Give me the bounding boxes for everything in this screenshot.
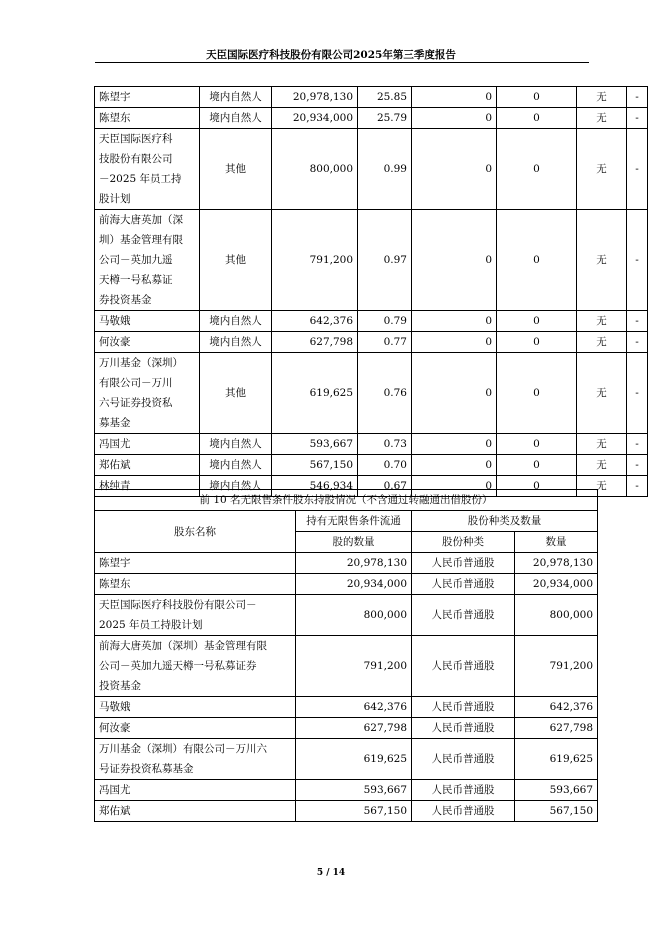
table-row xyxy=(95,87,648,108)
unrestricted-qty-cell: 791,200 xyxy=(296,636,412,697)
share-count-cell: 619,625 xyxy=(515,739,598,780)
restricted-shares-cell: 0 xyxy=(412,476,497,497)
shareholder-name-line: 郑佑斌 xyxy=(99,459,131,471)
top-ten-shareholders-table xyxy=(94,86,648,497)
unrestricted-qty-cell: 567,150 xyxy=(296,801,412,822)
shareholder-name-line: 天臣国际医疗科 xyxy=(99,133,173,145)
pledge-status-cell: 无 xyxy=(577,129,627,210)
pledge-quantity-cell: - xyxy=(627,108,648,129)
pledge-status-cell: 无 xyxy=(577,311,627,332)
shareholder-name-line: 陈望东 xyxy=(99,112,131,124)
shareholder-name-cell xyxy=(95,434,200,455)
share-type-cell: 人民币普通股 xyxy=(412,697,515,718)
shareholder-name-cell xyxy=(95,801,296,822)
shareholder-name-line: 何汝豪 xyxy=(99,722,131,734)
shareholder-nature-cell: 其他 xyxy=(200,353,272,434)
shares-held-cell: 791,200 xyxy=(272,210,358,311)
shareholder-name-cell xyxy=(95,311,200,332)
share-count-cell: 20,934,000 xyxy=(515,574,598,595)
pledge-status-cell: 无 xyxy=(577,455,627,476)
share-type-cell: 人民币普通股 xyxy=(412,801,515,822)
header-divider xyxy=(95,62,589,63)
holding-ratio-cell: 0.79 xyxy=(358,311,412,332)
pledge-quantity-cell: - xyxy=(627,129,648,210)
share-count-cell: 800,000 xyxy=(515,595,598,636)
shareholder-name-line: 股计划 xyxy=(99,193,131,205)
header-share-count: 数量 xyxy=(515,532,598,553)
pledge-quantity-cell: - xyxy=(627,210,648,311)
unrestricted-shareholders-table xyxy=(94,489,598,822)
pledge-quantity-cell: - xyxy=(627,87,648,108)
shareholder-name-line: 万川基金（深圳） xyxy=(99,357,183,369)
lent-shares-cell: 0 xyxy=(497,210,577,311)
shares-held-cell: 567,150 xyxy=(272,455,358,476)
holding-ratio-cell: 0.73 xyxy=(358,434,412,455)
table-row xyxy=(95,801,598,822)
lent-shares-cell: 0 xyxy=(497,455,577,476)
pledge-status-cell: 无 xyxy=(577,210,627,311)
shareholder-name-line: 陈望宇 xyxy=(99,91,131,103)
shareholder-name-line: 有限公司－万川 xyxy=(99,377,173,389)
restricted-shares-cell: 0 xyxy=(412,332,497,353)
restricted-shares-cell: 0 xyxy=(412,434,497,455)
section-title: 前 10 名无限售条件股东持股情况（不含通过转融通出借股份） xyxy=(95,490,598,511)
table-row xyxy=(95,108,648,129)
shareholder-nature-cell: 其他 xyxy=(200,129,272,210)
shareholder-nature-cell: 境内自然人 xyxy=(200,87,272,108)
table-row xyxy=(95,697,598,718)
pledge-quantity-cell: - xyxy=(627,332,648,353)
section-title-row xyxy=(95,490,598,511)
shareholder-nature-cell: 境内自然人 xyxy=(200,311,272,332)
unrestricted-qty-cell: 800,000 xyxy=(296,595,412,636)
pledge-quantity-cell: - xyxy=(627,476,648,497)
lent-shares-cell: 0 xyxy=(497,353,577,434)
pledge-status-cell: 无 xyxy=(577,108,627,129)
shareholder-name-line: 募基金 xyxy=(99,417,131,429)
share-type-cell: 人民币普通股 xyxy=(412,574,515,595)
share-count-cell: 642,376 xyxy=(515,697,598,718)
share-type-cell: 人民币普通股 xyxy=(412,780,515,801)
shareholder-name-line: 陈望宇 xyxy=(99,557,131,569)
pledge-status-cell: 无 xyxy=(577,434,627,455)
table-row xyxy=(95,311,648,332)
pledge-quantity-cell: - xyxy=(627,455,648,476)
table-row xyxy=(95,353,648,434)
shareholder-name-cell xyxy=(95,780,296,801)
unrestricted-qty-cell: 20,934,000 xyxy=(296,574,412,595)
shareholder-name-line: 号证券投资私募基金 xyxy=(99,763,194,775)
shareholder-name-line: 圳）基金管理有限 xyxy=(99,234,183,246)
shareholder-nature-cell: 境内自然人 xyxy=(200,455,272,476)
shares-held-cell: 20,978,130 xyxy=(272,87,358,108)
table-header-row xyxy=(95,511,598,532)
shareholder-name-line: 冯国尤 xyxy=(99,438,131,450)
table-row xyxy=(95,434,648,455)
shareholder-name-cell xyxy=(95,87,200,108)
shareholder-name-line: 技股份有限公司 xyxy=(99,153,173,165)
shareholder-name-line: 前海大唐英加（深圳）基金管理有限 xyxy=(99,640,267,652)
shareholder-name-cell xyxy=(95,697,296,718)
holding-ratio-cell: 0.97 xyxy=(358,210,412,311)
shareholder-name-cell xyxy=(95,108,200,129)
header-unrestricted-qty-line1: 持有无限售条件流通 xyxy=(296,511,412,532)
shareholder-name-line: 陈望东 xyxy=(99,578,131,590)
header-share-type-group: 股份种类及数量 xyxy=(412,511,598,532)
shares-held-cell: 619,625 xyxy=(272,353,358,434)
shareholder-name-line: 券投资基金 xyxy=(99,294,152,306)
pledge-quantity-cell: - xyxy=(627,353,648,434)
table-row xyxy=(95,636,598,697)
restricted-shares-cell: 0 xyxy=(412,353,497,434)
restricted-shares-cell: 0 xyxy=(412,311,497,332)
unrestricted-qty-cell: 627,798 xyxy=(296,718,412,739)
shareholder-name-line: 公司－英加九遥天樽一号私募证券 xyxy=(99,660,257,672)
shareholder-name-line: 投资基金 xyxy=(99,680,141,692)
lent-shares-cell: 0 xyxy=(497,476,577,497)
shareholder-name-cell xyxy=(95,455,200,476)
table-row xyxy=(95,210,648,311)
shares-held-cell: 627,798 xyxy=(272,332,358,353)
shareholder-name-line: 郑佑斌 xyxy=(99,805,131,817)
share-count-cell: 593,667 xyxy=(515,780,598,801)
table-row xyxy=(95,455,648,476)
pledge-quantity-cell: - xyxy=(627,434,648,455)
holding-ratio-cell: 0.99 xyxy=(358,129,412,210)
share-count-cell: 20,978,130 xyxy=(515,553,598,574)
shareholder-name-cell xyxy=(95,210,200,311)
table-row xyxy=(95,553,598,574)
shareholder-name-cell xyxy=(95,595,296,636)
holding-ratio-cell: 0.76 xyxy=(358,353,412,434)
shareholder-nature-cell: 境内自然人 xyxy=(200,108,272,129)
shares-held-cell: 593,667 xyxy=(272,434,358,455)
restricted-shares-cell: 0 xyxy=(412,108,497,129)
shareholder-name-cell xyxy=(95,574,296,595)
shareholder-name-line: 万川基金（深圳）有限公司－万川六 xyxy=(99,743,267,755)
header-shareholder-name: 股东名称 xyxy=(95,511,296,553)
lent-shares-cell: 0 xyxy=(497,434,577,455)
shareholder-name-line: 天臣国际医疗科技股份有限公司－ xyxy=(99,599,257,611)
share-type-cell: 人民币普通股 xyxy=(412,595,515,636)
restricted-shares-cell: 0 xyxy=(412,455,497,476)
pledge-quantity-cell: - xyxy=(627,311,648,332)
share-count-cell: 567,150 xyxy=(515,801,598,822)
shareholder-name-line: 2025 年员工持股计划 xyxy=(99,619,203,631)
shareholder-nature-cell: 境内自然人 xyxy=(200,434,272,455)
shareholder-name-cell xyxy=(95,636,296,697)
holding-ratio-cell: 25.85 xyxy=(358,87,412,108)
holding-ratio-cell: 0.67 xyxy=(358,476,412,497)
lent-shares-cell: 0 xyxy=(497,311,577,332)
shareholder-name-cell xyxy=(95,129,200,210)
shareholder-name-line: 公司－英加九遥 xyxy=(99,254,173,266)
table-row xyxy=(95,595,598,636)
pledge-status-cell: 无 xyxy=(577,87,627,108)
unrestricted-qty-cell: 619,625 xyxy=(296,739,412,780)
shareholder-name-cell xyxy=(95,718,296,739)
shareholder-name-cell xyxy=(95,332,200,353)
shareholder-name-line: 六号证券投资私 xyxy=(99,397,173,409)
shareholder-name-line: 天樽一号私募证 xyxy=(99,274,173,286)
table-row xyxy=(95,739,598,780)
page-number: 5 / 14 xyxy=(316,868,346,878)
table-row xyxy=(95,574,598,595)
shareholder-name-line: 马敬娥 xyxy=(99,315,131,327)
table-row xyxy=(95,780,598,801)
shareholder-name-line: 冯国尤 xyxy=(99,784,131,796)
pledge-status-cell: 无 xyxy=(577,332,627,353)
lent-shares-cell: 0 xyxy=(497,108,577,129)
unrestricted-qty-cell: 20,978,130 xyxy=(296,553,412,574)
shareholder-nature-cell: 境内自然人 xyxy=(200,332,272,353)
restricted-shares-cell: 0 xyxy=(412,87,497,108)
share-count-cell: 791,200 xyxy=(515,636,598,697)
pledge-status-cell: 无 xyxy=(577,476,627,497)
unrestricted-qty-cell: 642,376 xyxy=(296,697,412,718)
shareholder-nature-cell: 其他 xyxy=(200,210,272,311)
report-header-title: 天臣国际医疗科技股份有限公司2025年第三季度报告 xyxy=(206,49,456,61)
share-type-cell: 人民币普通股 xyxy=(412,718,515,739)
shareholder-name-line: 前海大唐英加（深 xyxy=(99,214,183,226)
share-type-cell: 人民币普通股 xyxy=(412,553,515,574)
shares-held-cell: 20,934,000 xyxy=(272,108,358,129)
table-row xyxy=(95,332,648,353)
share-count-cell: 627,798 xyxy=(515,718,598,739)
restricted-shares-cell: 0 xyxy=(412,210,497,311)
shareholder-name-line: 何汝豪 xyxy=(99,336,131,348)
shareholder-name-cell xyxy=(95,739,296,780)
holding-ratio-cell: 0.77 xyxy=(358,332,412,353)
share-type-cell: 人民币普通股 xyxy=(412,739,515,780)
lent-shares-cell: 0 xyxy=(497,129,577,210)
shareholder-name-line: 林纯青 xyxy=(99,480,131,492)
holding-ratio-cell: 0.70 xyxy=(358,455,412,476)
shares-held-cell: 800,000 xyxy=(272,129,358,210)
table-row xyxy=(95,129,648,210)
pledge-status-cell: 无 xyxy=(577,353,627,434)
shareholder-name-cell xyxy=(95,553,296,574)
lent-shares-cell: 0 xyxy=(497,87,577,108)
unrestricted-qty-cell: 593,667 xyxy=(296,780,412,801)
restricted-shares-cell: 0 xyxy=(412,129,497,210)
table-row xyxy=(95,718,598,739)
holding-ratio-cell: 25.79 xyxy=(358,108,412,129)
shareholder-nature-cell: 境内自然人 xyxy=(200,476,272,497)
shareholder-name-line: 马敬娥 xyxy=(99,701,131,713)
header-unrestricted-qty-line2: 股的数量 xyxy=(296,532,412,553)
shareholder-name-line: －2025 年员工持 xyxy=(99,173,182,185)
shares-held-cell: 546,934 xyxy=(272,476,358,497)
shares-held-cell: 642,376 xyxy=(272,311,358,332)
lent-shares-cell: 0 xyxy=(497,332,577,353)
header-share-type: 股份种类 xyxy=(412,532,515,553)
shareholder-name-cell xyxy=(95,353,200,434)
share-type-cell: 人民币普通股 xyxy=(412,636,515,697)
